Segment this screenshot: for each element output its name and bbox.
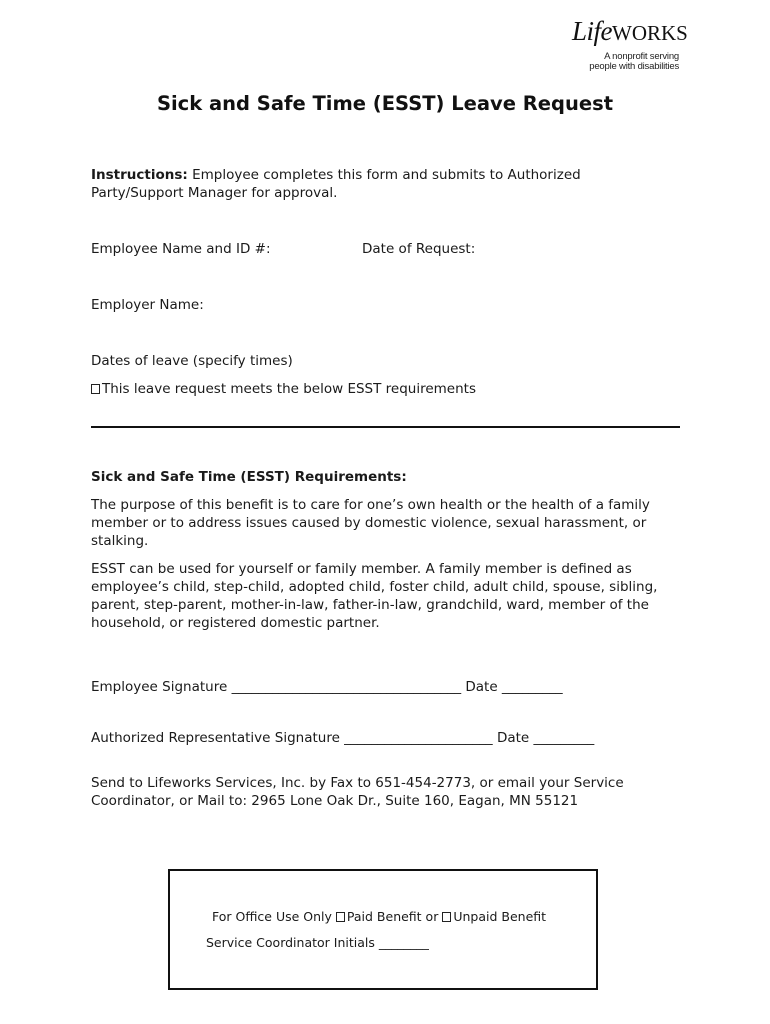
requirements-purpose: The purpose of this benefit is to care for one’s own health or the health of a family member or to address issues caused by domestic violence, sexual harassment, or stalking. bbox=[91, 497, 650, 549]
dates-of-leave-field[interactable]: Dates of leave (specify times) bbox=[91, 353, 293, 369]
section-divider bbox=[91, 426, 680, 428]
employer-name-field[interactable]: Employer Name: bbox=[91, 297, 204, 313]
unpaid-benefit-checkbox[interactable] bbox=[442, 912, 451, 922]
coordinator-initials-field[interactable]: Service Coordinator Initials ________ bbox=[206, 935, 429, 950]
page-title: Sick and Safe Time (ESST) Leave Request bbox=[156, 92, 614, 115]
lifeworks-logo bbox=[572, 16, 688, 47]
employee-name-id-field[interactable]: Employee Name and ID #: bbox=[91, 241, 271, 257]
office-use-box bbox=[168, 869, 598, 990]
meets-requirements-row bbox=[91, 380, 476, 398]
send-to-instructions: Send to Lifeworks Services, Inc. by Fax to 651-454-2773, or email your Service Coordinator, or Mail to: 2965 Lone Oak Dr., Suite 160, Eagan, MN 55121 bbox=[91, 775, 624, 809]
meets-requirements-label: This leave request meets the below ESST requirements bbox=[102, 381, 476, 397]
instructions-label: Instructions: bbox=[91, 167, 188, 183]
logo-tagline-line2: people with disabilities bbox=[589, 61, 679, 72]
representative-signature-line[interactable]: Authorized Representative Signature ______________________ Date _________ bbox=[91, 730, 595, 746]
employee-signature-line[interactable]: Employee Signature __________________________________ Date _________ bbox=[91, 679, 563, 695]
paid-benefit-label: Paid Benefit or bbox=[346, 909, 439, 924]
unpaid-benefit-label: Unpaid Benefit bbox=[453, 909, 547, 924]
office-use-row bbox=[212, 909, 546, 924]
office-use-label: For Office Use Only bbox=[212, 909, 332, 924]
date-of-request-field[interactable]: Date of Request: bbox=[362, 241, 476, 257]
logo-tagline-line1: A nonprofit serving bbox=[604, 51, 679, 62]
instructions bbox=[91, 166, 581, 202]
instructions-text-line1: Employee completes this form and submits to Authorized bbox=[187, 167, 581, 183]
instructions-text-line2: Party/Support Manager for approval. bbox=[91, 185, 338, 201]
meets-requirements-checkbox[interactable] bbox=[91, 384, 100, 394]
requirements-family: ESST can be used for yourself or family member. A family member is defined as employee’s child, step-child, adopted child, foster child, adult child, spouse, sibling, parent, step-parent, mother-in-law, father-in-law, grandchild, ward, member of the household, or registered domestic partner. bbox=[91, 561, 658, 631]
requirements-heading: Sick and Safe Time (ESST) Requirements: bbox=[91, 469, 407, 485]
paid-benefit-checkbox[interactable] bbox=[336, 912, 345, 922]
logo-name-italic: Life bbox=[572, 16, 613, 46]
logo-name-caps: WORKS bbox=[612, 21, 688, 45]
logo-tagline bbox=[589, 52, 679, 72]
